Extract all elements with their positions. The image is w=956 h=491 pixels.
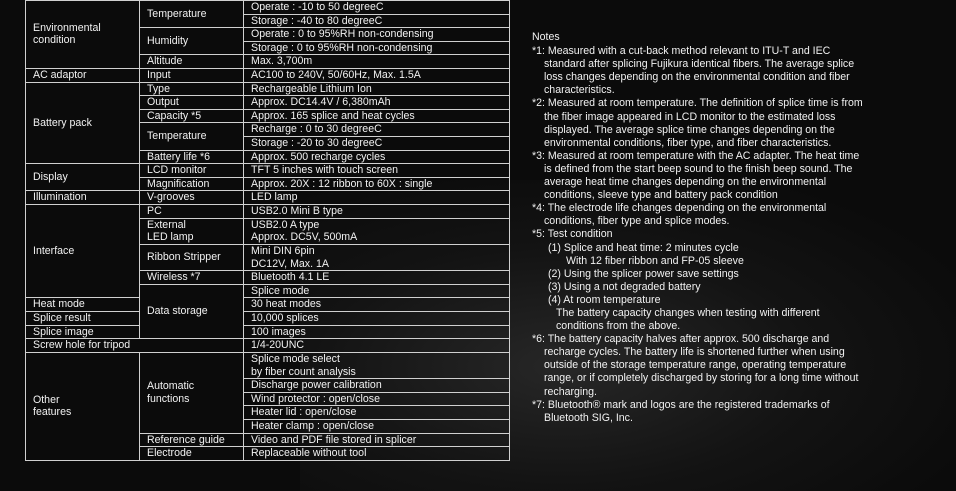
note-4 — [532, 202, 947, 228]
note-5-item-1: (1) Splice and heat time: 2 minutes cycle — [548, 241, 739, 254]
spec-splice-result: Splice result — [26, 312, 140, 326]
note-5-item-2: (2) Using the splicer power save settings — [548, 267, 739, 280]
spec-battery-life: Battery life *6 — [140, 150, 244, 164]
note-1-line-2: standard after splicing Fujikura identical fibers. The average splice — [544, 58, 855, 71]
spec-vgrooves: V-grooves — [140, 191, 244, 205]
category-other-features — [26, 352, 140, 460]
note-4-line-2: conditions, fiber type and splice modes. — [544, 215, 730, 228]
value-type: Rechargeable Lithium Ion — [244, 82, 510, 96]
spec-heat-mode: Heat mode — [26, 298, 140, 312]
value-pc: USB2.0 Mini B type — [244, 204, 510, 218]
category-tripod: Screw hole for tripod — [26, 339, 244, 353]
category-environmental: Environmental condition — [26, 1, 140, 69]
note-7-line-1: *7: Bluetooth® mark and logos are the registered trademarks of — [532, 398, 830, 411]
value-input: AC100 to 240V, 50/60Hz, Max. 1.5A — [244, 68, 510, 82]
note-6 — [532, 333, 947, 398]
spec-external-led — [140, 218, 244, 244]
note-1-line-4: characteristics. — [544, 84, 615, 97]
value-output: Approx. DC14.4V / 6,380mAh — [244, 96, 510, 110]
category-interface: Interface — [26, 204, 140, 298]
note-6-line-3: outside of the storage temperature range, operating temperature — [544, 359, 847, 372]
note-5-remark-1: The battery capacity changes when testing with different — [556, 306, 820, 319]
value-auto-3: Wind protector : open/close — [244, 392, 510, 406]
value-splice-image: 100 images — [244, 325, 510, 339]
value-hum-operate: Operate : 0 to 95%RH non-condensing — [244, 28, 510, 42]
note-5-item-3: (3) Using a not degraded battery — [548, 280, 701, 293]
note-2-line-1: *2: Measured at room temperature. The definition of splice time is from — [532, 97, 863, 110]
note-5-item-4: (4) At room temperature — [548, 293, 661, 306]
value-temp-operate: Operate : -10 to 50 degreeC — [244, 1, 510, 15]
category-illumination: Illumination — [26, 191, 140, 205]
spec-temperature: Temperature — [140, 1, 244, 28]
spec-external: External — [147, 218, 186, 231]
note-3-line-3: average heat time changes depending on the environmental — [544, 176, 827, 189]
value-battery-storage: Storage : -20 to 30 degreeC — [244, 136, 510, 150]
value-auto-5: Heater clamp : open/close — [244, 420, 510, 434]
notes-section — [532, 31, 947, 425]
value-auto-4: Heater lid : open/close — [244, 406, 510, 420]
value-auto-1 — [244, 352, 510, 378]
note-3-line-2: is defined from the start beep sound to the finish beep sound. The — [544, 162, 853, 175]
category-battery-pack: Battery pack — [26, 82, 140, 164]
note-7-line-2: Bluetooth SIG, Inc. — [544, 411, 633, 424]
spec-output: Output — [140, 96, 244, 110]
note-2 — [532, 97, 947, 149]
note-5-title: *5: Test condition — [532, 228, 613, 241]
value-battery-life: Approx. 500 recharge cycles — [244, 150, 510, 164]
category-other-label: Other features — [33, 393, 72, 419]
value-vgrooves: LED lamp — [244, 191, 510, 205]
note-2-line-2: the fiber image appeared in LCD monitor to the estimated loss — [544, 110, 836, 123]
note-5-item-1-detail: With 12 fiber ribbon and FP-05 sleeve — [566, 254, 744, 267]
value-wireless: Bluetooth 4.1 LE — [244, 271, 510, 285]
note-2-line-4: environmental conditions, fiber type, and fiber characteristics. — [544, 136, 832, 149]
value-hum-storage: Storage : 0 to 95%RH non-condensing — [244, 41, 510, 55]
spec-magnification: Magnification — [140, 177, 244, 191]
specifications-table — [25, 0, 510, 461]
notes-title: Notes — [532, 31, 560, 43]
note-6-line-2: recharge cycles. The battery life is shortened further when using — [544, 346, 845, 359]
spec-automatic-label: Automatic functions — [147, 380, 195, 405]
note-2-line-3: displayed. The average splice time changes depending on the — [544, 123, 835, 136]
spec-input: Input — [140, 68, 244, 82]
note-3-line-4: conditions, sleeve type and battery pack condition — [544, 189, 778, 202]
value-auto-1b: by fiber count analysis — [251, 365, 356, 378]
spec-splice-mode: Splice mode — [244, 284, 510, 298]
value-capacity: Approx. 165 splice and heat cycles — [244, 109, 510, 123]
spec-reference-guide: Reference guide — [140, 433, 244, 447]
value-temp-storage: Storage : -40 to 80 degreeC — [244, 14, 510, 28]
spec-pc: PC — [140, 204, 244, 218]
value-splice-result: 10,000 splices — [244, 312, 510, 326]
note-1-line-1: *1: Measured with a cut-back method relevant to ITU-T and IEC — [532, 45, 831, 58]
note-5-remark-2: conditions from the above. — [556, 320, 681, 333]
spec-electrode: Electrode — [140, 447, 244, 461]
spec-lcd: LCD monitor — [140, 164, 244, 178]
value-tripod: 1/4-20UNC — [244, 339, 510, 353]
value-altitude: Max. 3,700m — [244, 55, 510, 69]
spec-altitude: Altitude — [140, 55, 244, 69]
spec-splice-image: Splice image — [26, 325, 140, 339]
value-lcd: TFT 5 inches with touch screen — [244, 164, 510, 178]
note-7 — [532, 399, 947, 425]
spec-ribbon-stripper: Ribbon Stripper — [140, 244, 244, 270]
spec-automatic-functions — [140, 352, 244, 433]
value-recharge: Recharge : 0 to 30 degreeC — [244, 123, 510, 137]
spec-battery-temperature: Temperature — [140, 123, 244, 150]
value-led-lamp: Approx. DC5V, 500mA — [251, 231, 358, 244]
category-ac-adaptor: AC adaptor — [26, 68, 140, 82]
spec-led-lamp: LED lamp — [147, 231, 194, 244]
note-4-line-1: *4: The electrode life changes depending on the environmental — [532, 202, 827, 215]
note-3 — [532, 150, 947, 202]
value-magnification: Approx. 20X : 12 ribbon to 60X : single — [244, 177, 510, 191]
value-external-led — [244, 218, 510, 244]
spec-type: Type — [140, 82, 244, 96]
category-data-storage: Data storage — [140, 284, 244, 338]
spec-wireless: Wireless *7 — [140, 271, 244, 285]
spec-capacity: Capacity *5 — [140, 109, 244, 123]
note-1 — [532, 45, 947, 97]
value-stripper-power: DC12V, Max. 1A — [251, 257, 329, 270]
note-6-line-4: range, or if completely discharged by storing for a long time without — [544, 372, 859, 385]
value-electrode: Replaceable without tool — [244, 447, 510, 461]
value-auto-2: Discharge power calibration — [244, 379, 510, 393]
note-1-line-3: loss changes depending on the environmental condition and fiber — [544, 71, 850, 84]
note-6-line-5: recharging. — [544, 385, 597, 398]
note-6-line-1: *6: The battery capacity halves after approx. 500 discharge and — [532, 333, 830, 346]
value-ribbon-stripper — [244, 244, 510, 270]
value-reference-guide: Video and PDF file stored in splicer — [244, 433, 510, 447]
note-3-line-1: *3: Measured at room temperature with the AC adapter. The heat time — [532, 149, 860, 162]
spec-humidity: Humidity — [140, 28, 244, 55]
category-display: Display — [26, 164, 140, 191]
value-heat-mode: 30 heat modes — [244, 298, 510, 312]
value-external: USB2.0 A type — [251, 218, 320, 231]
value-auto-1a: Splice mode select — [251, 352, 340, 365]
value-stripper-connector: Mini DIN 6pin — [251, 244, 315, 257]
